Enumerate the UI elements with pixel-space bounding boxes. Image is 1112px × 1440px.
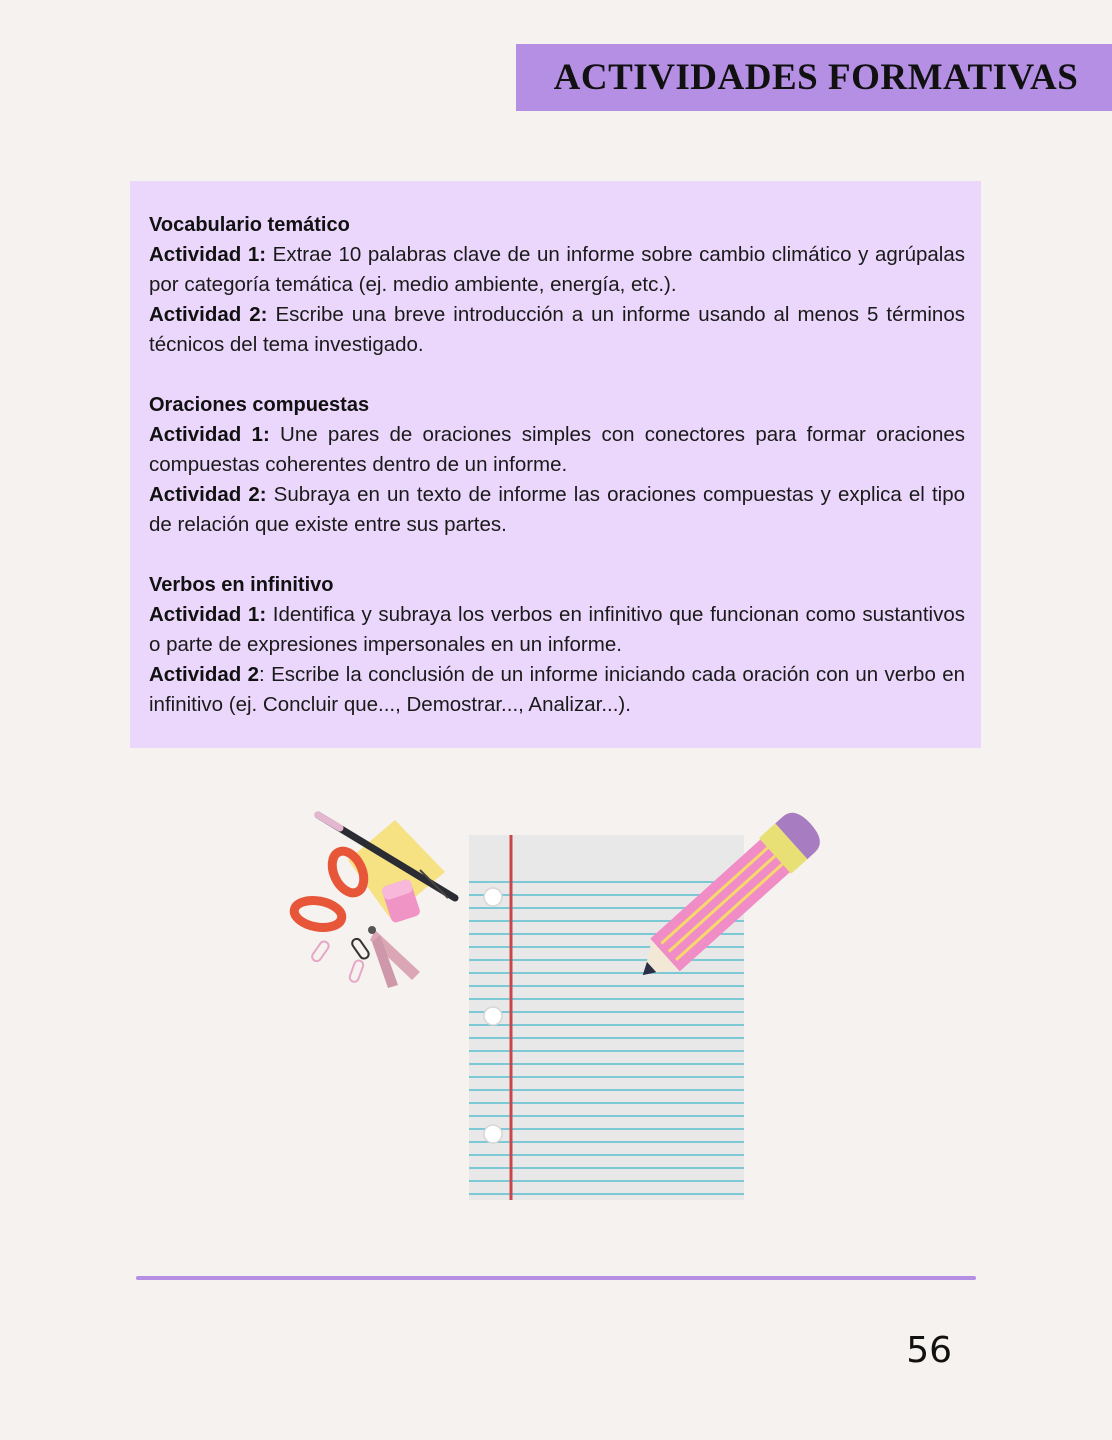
- activity-label: Actividad 1:: [149, 423, 270, 446]
- section-oraciones: [149, 390, 965, 540]
- paper-clips-icon: [310, 937, 370, 983]
- activity-text: Identifica y subraya los verbos en infinitivo que funcionan como sustantivos o parte de expresiones impersonales en un informe.: [149, 603, 965, 656]
- page-number: 56: [906, 1330, 952, 1371]
- activity-item: [149, 300, 965, 360]
- header-banner: [516, 44, 1112, 111]
- activities-box: [130, 181, 981, 748]
- activity-item: [149, 600, 965, 660]
- footer-divider: [136, 1276, 976, 1280]
- section-verbos: [149, 570, 965, 720]
- activity-text: Extrae 10 palabras clave de un informe sobre cambio climático y agrúpalas por categoría temática (ej. medio ambiente, energía, etc.).: [149, 243, 965, 296]
- activity-item: [149, 480, 965, 540]
- section-title: Vocabulario temático: [149, 214, 350, 236]
- notebook-paper-icon: [469, 835, 744, 1200]
- activity-label: Actividad 2: [149, 663, 260, 686]
- activity-text: : Escribe la conclusión de un informe iniciando cada oración con un verbo en infinitivo (ej. Concluir que..., Demostrar..., Analizar...).: [149, 663, 965, 716]
- school-supplies-illustration: [280, 790, 840, 1210]
- activity-text: Subraya en un texto de informe las oraciones compuestas y explica el tipo de relación que existe entre sus partes.: [149, 483, 965, 536]
- activity-text: Escribe una breve introducción a un informe usando al menos 5 términos técnicos del tema investigado.: [149, 303, 965, 356]
- page-title: ACTIVIDADES FORMATIVAS: [553, 57, 1079, 98]
- activity-label: Actividad 2:: [149, 483, 267, 506]
- activity-item: [149, 240, 965, 300]
- activity-label: Actividad 1:: [149, 243, 267, 266]
- activity-item: [149, 420, 965, 480]
- activity-text: Une pares de oraciones simples con conectores para formar oraciones compuestas coherentes dentro de un informe.: [149, 423, 965, 476]
- section-vocabulario: [149, 210, 965, 360]
- activity-label: Actividad 1:: [149, 603, 267, 626]
- section-title: Oraciones compuestas: [149, 394, 370, 416]
- activity-label: Actividad 2:: [149, 303, 268, 326]
- activity-item: [149, 660, 965, 720]
- section-title: Verbos en infinitivo: [149, 574, 334, 596]
